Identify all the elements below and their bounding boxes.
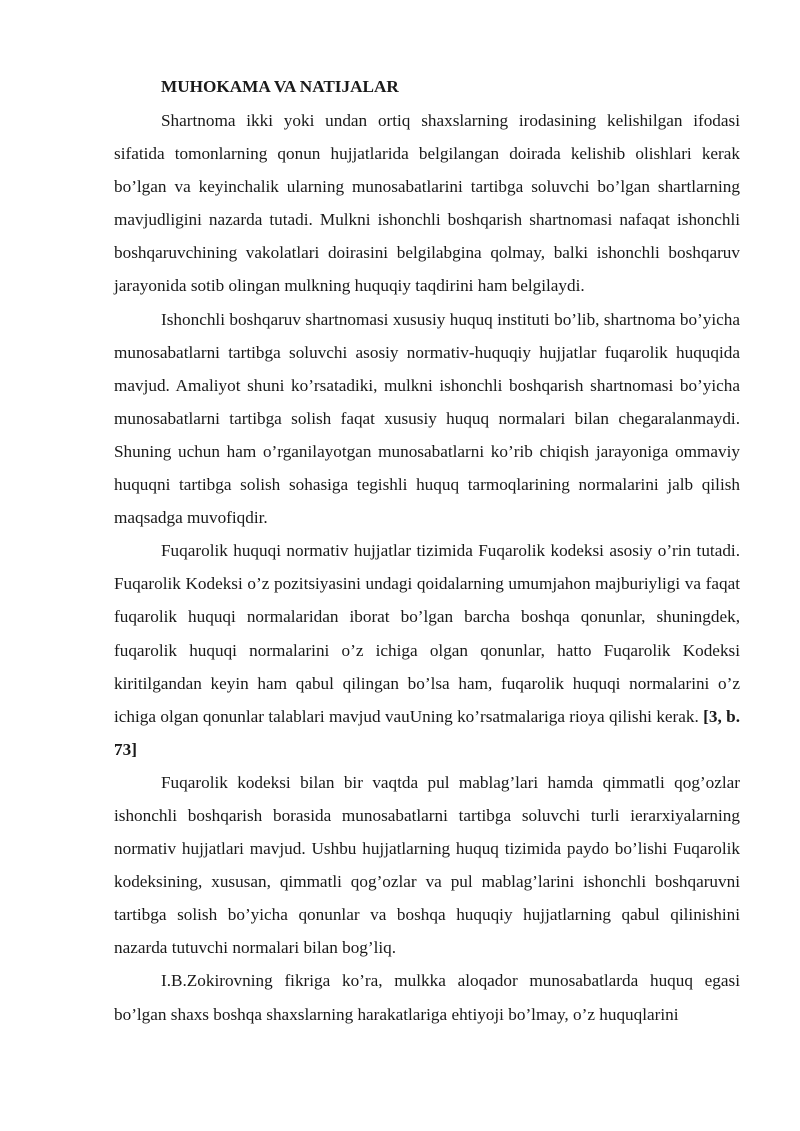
document-page <box>114 74 740 1031</box>
citation-reference: [3, b. 73] <box>114 706 741 759</box>
paragraph-securities-regulation <box>114 766 740 965</box>
paragraph-text: Ishonchli boshqaruv shartnomasi xususiy huquq instituti bo’lib, shartnoma bo’yicha munosabatlarni tartibga soluvchi asosiy normativ-huquqiy hujjatlar fuqarolik huquqida mavjud. Amaliyot shuni ko’rsatadiki, mulkni ishonchli boshqarish shartnomasi bo’yicha munosabatlarni tartibga solish faqat xususiy huquq normalari bilan chegaralanmaydi. Shuning uchun ham o’rganilayotgan munosabatlarni ko’rib chiqish jarayoniga ommaviy huquqni tartibga solish sohasiga tegishli huquq tarmoqlarining normalarini jalb qilish maqsadga muvofiqdir. <box>114 309 740 528</box>
paragraph-text: Fuqarolik huquqi normativ hujjatlar tizimida Fuqarolik kodeksi asosiy o’rin tutadi. Fuqarolik Kodeksi o’z pozitsiyasini undagi qoidalarning umumjahon majburiyligi va faqat fuqarolik huquqi normalaridan iborat bo’lgan barcha boshqa qonunlar, shuningdek, fuqarolik huquqi normalarini o’z ichiga olgan qonunlar, hatto Fuqarolik Kodeksi kiritilgandan keyin ham qabul qilingan bo’lsa ham, fuqarolik huquqi normalarini o’z ichiga olgan qonunlar talablari mavjud vauUning ko’rsatmalariga rioya qilishi kerak. <box>114 541 740 726</box>
paragraph-text: I.B.Zokirovning fikriga ko’ra, mulkka aloqador munosabatlarda huquq egasi bo’lgan shaxs boshqa shaxslarning harakatlariga ehtiyoji bo’lmay, o’z huquqlarini <box>114 971 740 1024</box>
paragraph-text: Shartnoma ikki yoki undan ortiq shaxslarning irodasining kelishilgan ifodasi sifatida tomonlarning qonun hujjatlarida belgilangan doirada kelishib olishlari kerak bo’lgan va keyinchalik ularning munosabatlarini tartibga soluvchi bo’lgan shartlarning mavjudligini nazarda tutadi. Mulkni ishonchli boshqarish shartnomasi nafaqat ishonchli boshqaruvchining vakolatlari doirasini belgilabgina qolmay, balki ishonchli boshqaruv jarayonida sotib olingan mulkning huquqiy taqdirini ham belgilaydi. <box>114 111 740 296</box>
paragraph-contract-definition <box>114 104 740 303</box>
paragraph-text: Fuqarolik kodeksi bilan bir vaqtda pul mablag’lari hamda qimmatli qog’ozlar ishonchli boshqarish borasida munosabatlarni tartibga soluvchi turli ierarxiyalarning normativ hujjatlari mavjud. Ushbu hujjatlarning huquq tizimida paydo bo’lishi Fuqarolik kodeksining, xususan, qimmatli qog’ozlar va pul mablag’larini ishonchli boshqaruvni tartibga solish bo’yicha qonunlar va boshqa huquqiy hujjatlarning qabul qilinishini nazarda tutuvchi normalari bilan bog’liq. <box>114 772 740 958</box>
paragraph-zokirov-opinion <box>114 964 740 1030</box>
section-heading: MUHOKAMA VA NATIJALAR <box>161 77 399 96</box>
paragraph-civil-code <box>114 534 740 766</box>
paragraph-trust-management-institute <box>114 303 740 535</box>
